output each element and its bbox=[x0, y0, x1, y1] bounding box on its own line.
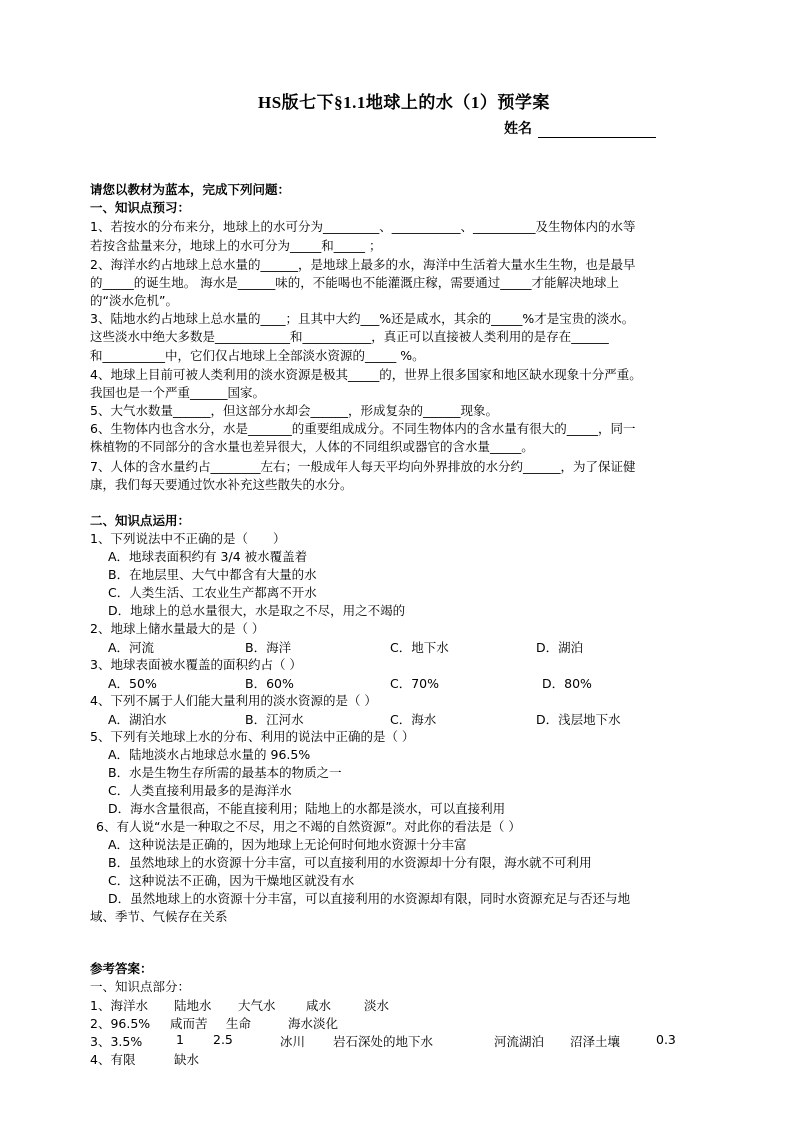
q5-option-c: C．人类直接利用最多的是海洋水 bbox=[108, 783, 292, 798]
answer-1-item-1: 1、海洋水 bbox=[90, 998, 148, 1013]
q1-stem-tail: ） bbox=[247, 531, 286, 546]
s1-line-9: 4、地球上目前可被人类利用的淡水资源是极其_____的，世界上很多国家和地区缺水现象十分严重。 bbox=[90, 367, 642, 382]
section1-heading: 一、知识点预习： bbox=[90, 200, 191, 215]
q5-stem: 5、下列有关地球上水的分布、利用的说法中正确的是（ ） bbox=[90, 729, 415, 744]
name-blank-line[interactable] bbox=[538, 123, 656, 138]
q3-option-c: C．70% bbox=[390, 676, 440, 691]
s1-line-6: 3、陆地水约占地球上总水量的____；且其中大约___%还是咸水，其余的_____%才是宝贵的淡水。 bbox=[90, 311, 635, 326]
answer-2-item-1: 2、96.5% bbox=[90, 1016, 151, 1031]
name-label: 姓名 bbox=[504, 122, 532, 137]
page-title: HS版七下§1.1地球上的水（1）预学案 bbox=[258, 93, 550, 112]
s1-line-2: 若按含盐量来分，地球上的水可分为_____和_____ ； bbox=[90, 238, 382, 253]
answer-3-item-4: 冰川 bbox=[280, 1034, 306, 1049]
s1-line-12: 6、生物体内也含水分，水是_______的重要组成成分。不同生物体内的含水量有很大的_____，同一 bbox=[90, 421, 636, 436]
q6-continuation: 域、季节、气候存在关系 bbox=[90, 909, 228, 924]
q3-option-b: B．60% bbox=[245, 676, 294, 691]
q6-stem: 6、有人说“水是一种取之不尽，用之不竭的自然资源”。对此你的看法是（ ） bbox=[96, 819, 521, 834]
answer-3-item-7: 沼泽土壤 bbox=[570, 1034, 621, 1049]
q1-option-d: D．地球上的总水量很大，水是取之不尽，用之不竭的 bbox=[108, 603, 406, 618]
q2-option-c: C．地下水 bbox=[390, 640, 449, 655]
q6-option-b: B．虽然地球上的水资源十分丰富，可以直接利用的水资源却十分有限，海水就不可利用 bbox=[108, 855, 592, 870]
q2-stem: 2、地球上储水量最大的是（ ） bbox=[90, 621, 265, 636]
q1-stem bbox=[90, 530, 285, 548]
s1-line-13: 株植物的不同部分的含水量也差异很大，人体的不同组织或器官的含水量_____。 bbox=[90, 439, 534, 454]
answers-heading: 参考答案： bbox=[90, 961, 153, 976]
answer-1-item-4: 咸水 bbox=[306, 998, 332, 1013]
q4-option-a: A．湖泊水 bbox=[108, 712, 167, 727]
q4-option-d: D．浅层地下水 bbox=[536, 712, 621, 727]
s1-line-3: 2、海洋水约占地球上总水量的______，是地球上最多的水，海洋中生活着大量水生生物，也是最早 bbox=[90, 257, 636, 272]
q4-option-c: C．海水 bbox=[390, 712, 437, 727]
s1-line-5: 的“淡水危机”。 bbox=[90, 293, 178, 308]
q5-option-b: B．水是生物生存所需的最基本的物质之一 bbox=[108, 765, 342, 780]
s1-line-11: 5、大气水数量______，但这部分水却会______，形成复杂的______现象。 bbox=[90, 403, 498, 418]
s1-line-15: 康，我们每天要通过饮水补充这些散失的水分。 bbox=[90, 477, 353, 492]
q2-option-b: B．海洋 bbox=[245, 640, 292, 655]
q1-stem-text: 1、下列说法中不正确的是（ bbox=[90, 531, 248, 546]
answer-3-item-2: 1 bbox=[176, 1032, 184, 1047]
q1-option-c: C．人类生活、工农业生产都离不开水 bbox=[108, 585, 317, 600]
s1-line-8: 和__________中，它们仅占地球上全部淡水资源的_____ %。 bbox=[90, 348, 425, 363]
q3-stem: 3、地球表面被水覆盖的面积约占（ ） bbox=[90, 657, 302, 672]
q3-option-d: D．80% bbox=[542, 676, 592, 691]
q6-option-d: D．虽然地球上的水资源十分丰富，可以直接利用的水资源却有限，同时水资源充足与否还与地 bbox=[108, 891, 631, 906]
q2-option-d: D．湖泊 bbox=[536, 640, 584, 655]
section2-heading: 二、知识点运用： bbox=[90, 513, 191, 528]
answer-1-item-2: 陆地水 bbox=[174, 998, 212, 1013]
name-field bbox=[504, 118, 656, 138]
answer-4-item-2: 缺水 bbox=[174, 1052, 200, 1067]
answer-2-item-3: 生命 bbox=[226, 1016, 252, 1031]
answer-3-item-3: 2.5 bbox=[213, 1032, 233, 1047]
answer-1-item-3: 大气水 bbox=[238, 998, 276, 1013]
answer-2-item-4: 海水淡化 bbox=[288, 1016, 339, 1031]
q2-option-a: A．河流 bbox=[108, 640, 155, 655]
instruction: 请您以教材为蓝本，完成下列问题： bbox=[90, 182, 291, 197]
answer-2-item-2: 咸而苦 bbox=[170, 1016, 208, 1031]
answer-4-item-1: 4、有限 bbox=[90, 1052, 136, 1067]
q4-stem: 4、下列不属于人们能大量利用的淡水资源的是（ ） bbox=[90, 693, 377, 708]
s1-line-14: 7、人体的含水量约占________左右；一般成年人每天平均向外界排放的水分约______，为了保证健 bbox=[90, 459, 636, 474]
s1-line-4: 的_____的诞生地。 海水是______味的，不能喝也不能灌溉庄稼，需要通过_____才能解决地球上 bbox=[90, 275, 619, 290]
q3-option-a: A．50% bbox=[108, 676, 157, 691]
q1-option-b: B．在地层里、大气中都含有大量的水 bbox=[108, 567, 317, 582]
answer-3-item-1: 3、3.5% bbox=[90, 1034, 143, 1049]
q6-option-c: C．这种说法不正确，因为干燥地区就没有水 bbox=[108, 873, 355, 888]
q5-option-a: A．陆地淡水占地球总水量的 96.5% bbox=[108, 747, 311, 762]
answer-3-item-8: 0.3 bbox=[656, 1032, 676, 1047]
q1-option-a: A．地球表面积约有 3/4 被水覆盖着 bbox=[108, 549, 308, 564]
answer-1-item-5: 淡水 bbox=[364, 998, 390, 1013]
q5-option-d: D．海水含量很高，不能直接利用；陆地上的水都是淡水，可以直接利用 bbox=[108, 801, 506, 816]
q6-option-a: A．这种说法是正确的，因为地球上无论何时何地水资源十分丰富 bbox=[108, 837, 467, 852]
q4-option-b: B．江河水 bbox=[245, 712, 304, 727]
s1-line-10: 我国也是一个严重______国家。 bbox=[90, 385, 266, 400]
answer-3-item-6: 河流湖泊 bbox=[494, 1034, 545, 1049]
s1-line-1: 1、若按水的分布来分，地球上的水可分为_________、___________、__________及生物体内的水等 bbox=[90, 219, 636, 234]
answers-subheading: 一、知识点部分： bbox=[90, 979, 191, 994]
answer-3-item-5: 岩石深处的地下水 bbox=[333, 1034, 434, 1049]
s1-line-7: 这些淡水中绝大多数是____________和___________，真正可以直接被人类利用的是存在______ bbox=[90, 329, 609, 344]
